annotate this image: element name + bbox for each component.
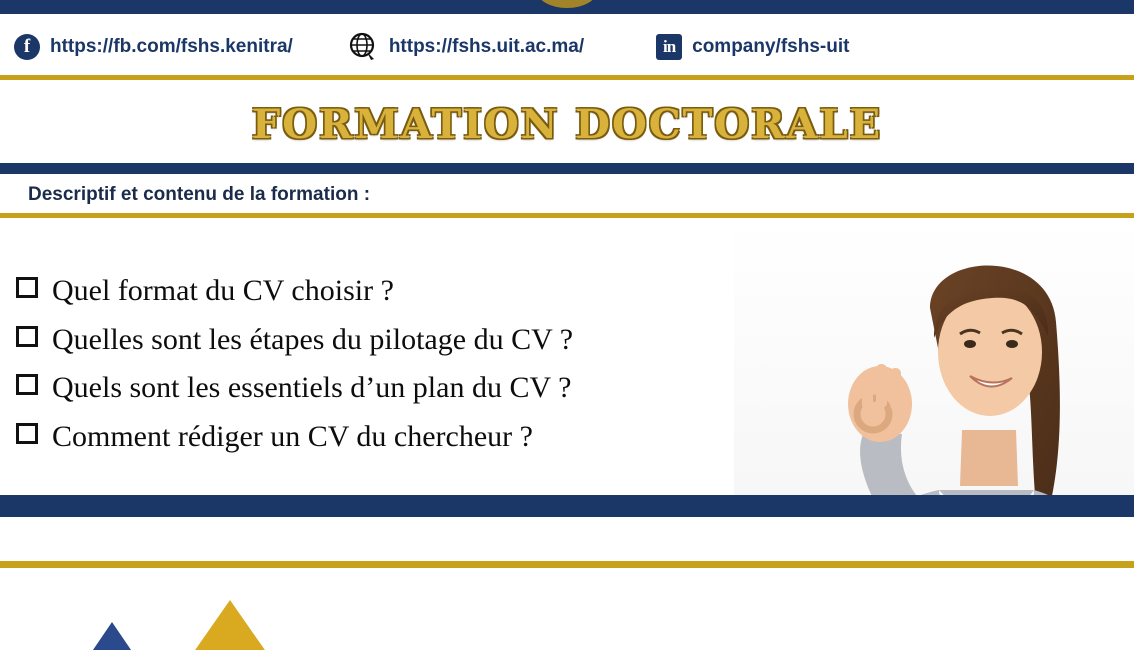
list-item-label: Quelles sont les étapes du pilotage du CV ? bbox=[52, 322, 574, 356]
contact-item-linkedin[interactable] bbox=[656, 34, 849, 60]
list-item bbox=[16, 416, 573, 459]
list-item-label: Quels sont les essentiels d’un plan du CV ? bbox=[52, 371, 572, 405]
checkbox-icon bbox=[16, 277, 38, 298]
gold-divider-bottom bbox=[0, 561, 1134, 568]
checkbox-icon bbox=[16, 423, 38, 444]
navy-divider-top bbox=[0, 163, 1134, 174]
linkedin-icon: in bbox=[656, 34, 682, 60]
decorative-triangle-navy bbox=[78, 622, 146, 650]
linkedin-url-label: company/fshs-uit bbox=[692, 36, 850, 57]
title-band bbox=[0, 85, 1134, 163]
white-gap-band bbox=[0, 517, 1134, 561]
bullet-list bbox=[16, 270, 573, 464]
website-url-label: https://fshs.uit.ac.ma/ bbox=[388, 36, 585, 57]
facebook-url-label: https://fb.com/fshs.kenitra/ bbox=[50, 36, 293, 57]
section-subtitle: Descriptif et contenu de la formation : bbox=[28, 184, 371, 205]
list-item bbox=[16, 367, 573, 410]
page-title: FORMATION DOCTORALE bbox=[251, 100, 883, 148]
globe-icon bbox=[347, 32, 379, 62]
checkbox-icon bbox=[16, 326, 38, 347]
decorative-triangle-gold bbox=[170, 600, 290, 650]
checkbox-icon bbox=[16, 374, 38, 395]
contact-item-facebook[interactable] bbox=[14, 34, 293, 60]
list-item-label: Comment rédiger un CV du chercheur ? bbox=[52, 419, 533, 453]
facebook-icon: f bbox=[14, 34, 40, 60]
contact-bar bbox=[0, 14, 1134, 80]
navy-divider-bottom bbox=[0, 495, 1134, 517]
subtitle-band bbox=[0, 174, 1134, 216]
contact-item-website[interactable] bbox=[347, 32, 584, 62]
logo-badge bbox=[537, 0, 597, 8]
list-item-label: Quel format du CV choisir ? bbox=[52, 274, 394, 307]
list-item bbox=[16, 270, 573, 313]
list-item bbox=[16, 319, 573, 362]
top-navy-bar bbox=[0, 0, 1134, 14]
